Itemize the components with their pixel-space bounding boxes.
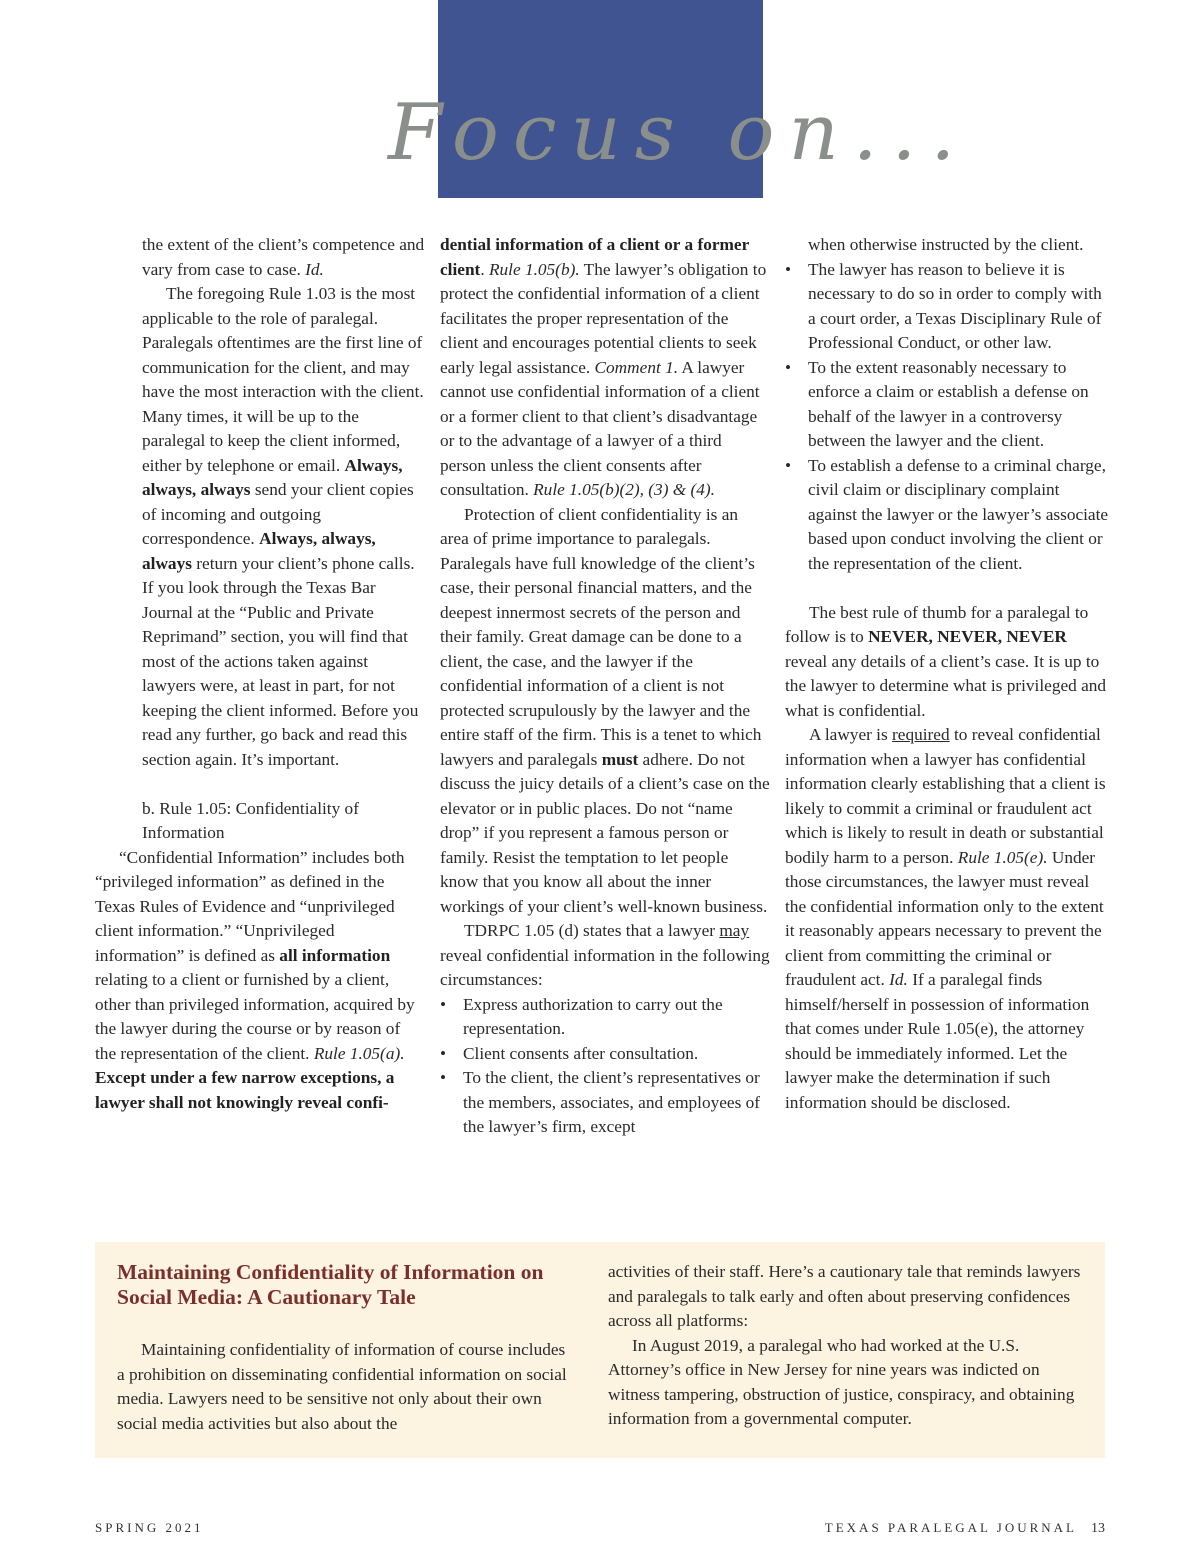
paragraph: “Confidential Information” includes both “privileged information” as defined in the Texas Rules of Evidence and “unprivileged client information.” “Unprivileged information” is defined as all information relating to a client or furnished by a client, other than privileged information, acquired by the lawyer during the course or by reason of the representation of the client. Rule 1.05(a). bbox=[95, 847, 415, 1063]
paragraph: Except under a few narrow exceptions, a lawyer shall not knowingly reveal confi- bbox=[95, 1068, 395, 1112]
footer-issue: SPRING 2021 bbox=[95, 1520, 204, 1535]
sidebar-title: Maintaining Confidentiality of Information on Social Media: A Cautionary Tale bbox=[117, 1260, 544, 1309]
list-item: • To establish a defense to a criminal charge, civil claim or disciplinary complaint against the lawyer or the lawyer’s associate based upon conduct involving the client or the representation of the client. bbox=[785, 455, 1109, 573]
bullet: • bbox=[440, 994, 447, 1014]
column-3 bbox=[785, 233, 1110, 1115]
list-item: • The lawyer has reason to believe it is necessary to do so in order to comply with a court order, a Texas Disciplinary Rule of Professional Conduct, or other law. bbox=[785, 259, 1102, 352]
bullet: • bbox=[785, 259, 792, 279]
paragraph: when otherwise instructed by the client. bbox=[808, 235, 1084, 254]
column-1 bbox=[95, 233, 425, 1115]
section-heading: b. Rule 1.05: Confidentiality of Information bbox=[142, 798, 359, 842]
list-item: • Client consents after consultation. bbox=[440, 1042, 770, 1067]
paragraph: the extent of the client’s competence and vary from case to case. Id. bbox=[142, 235, 425, 279]
sidebar-right-text: activities of their staff. Here’s a cautionary tale that reminds lawyers and paralegals to talk early and often about preserving confidences across all platforms: In August 2019, a paralegal who had worked at the U.S. Attorney’s office in New Jersey for nine years was indicted on witness tampering, obstruction of justice, conspiracy, and obtaining information from a governmental computer. bbox=[608, 1262, 1081, 1428]
column-2 bbox=[440, 233, 770, 1140]
list-item: • To the extent reasonably necessary to enforce a claim or establish a defense on behalf of the lawyer in a controversy between the lawyer and the client. bbox=[785, 357, 1089, 450]
paragraph: The foregoing Rule 1.03 is the most applicable to the role of paralegal. Paralegals oftentimes are the first line of communication for the client, and may have the most interaction with the client. Many times, it will be up to the paralegal to keep the client informed, either by telephone or email. Always, always, always send your client copies of incoming and outgoing correspondence. Always, always, always return your client’s phone calls. If you look through the Texas Bar Journal at the “Public and Private Reprimand” section, you will find that most of the actions taken against lawyers were, at least in part, for not keeping the client informed. Before you read any further, go back and read this section again. It’s important. bbox=[142, 284, 424, 769]
focus-on-script-title: Focus on... bbox=[388, 88, 970, 178]
paragraph: TDRPC 1.05 (d) states that a lawyer may reveal confidential information in the following circumstances: bbox=[440, 921, 770, 989]
paragraph: Protection of client confidentiality is an area of prime importance to paralegals. Paralegals have full knowledge of the client’s case, their personal financial matters, and the deepest innermost secrets of the person and their family. Great damage can be done to a client, the case, and the lawyer if the confidential information of a client is not protected scrupulously by the lawyer and the entire staff of the firm. This is a tenet to which lawyers and paralegals must adhere. Do not discuss the juicy details of a client’s case on the elevator or in public places. Do not “name drop” if you represent a famous person or family. Resist the temptation to let people know that you know all about the inner workings of your client’s well-known business. bbox=[440, 504, 770, 916]
paragraph: The best rule of thumb for a paralegal to follow is to NEVER, NEVER, NEVER reveal any details of a client’s case. It is up to the lawyer to determine what is privileged and what is confidential. bbox=[785, 602, 1107, 720]
paragraph: dential information of a client or a former client. Rule 1.05(b). The lawyer’s obligation to protect the confidential information of a client facilitates the proper representation of the client and encourages potential clients to seek early legal assistance. Comment 1. A lawyer cannot use confidential information of a client or a former client to that client’s disadvantage or to the advantage of a lawyer of a third person unless the client consents after consultation. Rule 1.05(b)(2), (3) & (4). bbox=[440, 235, 767, 499]
bullet: • bbox=[440, 1068, 447, 1087]
paragraph: A lawyer is required to reveal confidential information when a lawyer has confidential information clearly establishing that a client is likely to commit a criminal or fraudulent act which is likely to result in death or substantial bodily harm to a person. Rule 1.05(e). Under those circumstances, the lawyer must reveal the confidential information only to the extent it reasonably appears necessary to prevent the client from committing the criminal or fraudulent act. Id. If a paralegal finds himself/herself in possession of information that comes under Rule 1.05(e), the attorney should be immediately informed. Let the lawyer make the determination if such information should be disclosed. bbox=[785, 725, 1106, 1112]
bullet: • bbox=[785, 455, 792, 475]
journal-name: TEXAS PARALEGAL JOURNAL bbox=[824, 1520, 1077, 1535]
page-number: 13 bbox=[1091, 1521, 1105, 1536]
sidebar-box bbox=[95, 1242, 1105, 1458]
list-item: • To the client, the client’s representatives or the members, associates, and employees of the lawyer’s firm, except bbox=[440, 1068, 761, 1136]
sidebar-left-text: Maintaining confidentiality of information of course includes a prohibition on disseminating confidential information on social media. Lawyers need to be sensitive not only about their own social media activities but also about the bbox=[117, 1340, 567, 1433]
bullet: • bbox=[785, 357, 792, 377]
list-item: • Express authorization to carry out the representation. bbox=[440, 994, 723, 1038]
footer-journal bbox=[825, 1520, 1105, 1537]
bullet: • bbox=[440, 1043, 447, 1063]
